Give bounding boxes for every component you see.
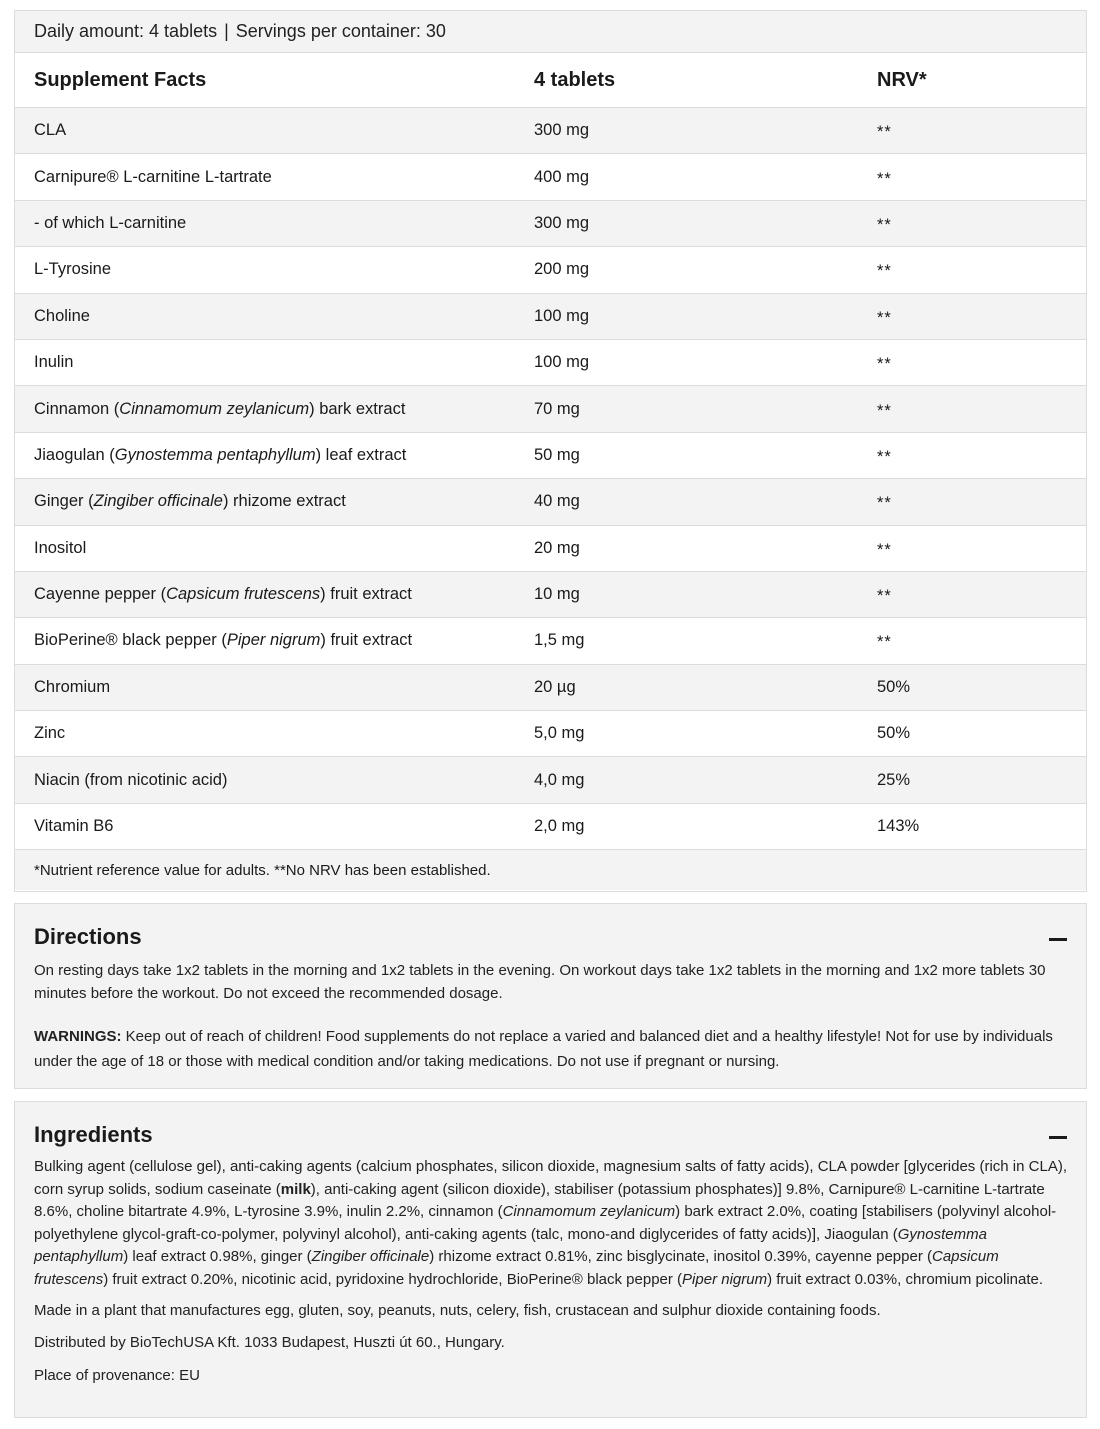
nrv-text: ** <box>877 123 892 142</box>
directions-body <box>15 950 1086 1074</box>
ingredient-name-text: CLA <box>34 121 67 140</box>
ingredient-name <box>15 260 515 279</box>
nrv-text: 50% <box>877 677 911 696</box>
table-row <box>15 665 1086 711</box>
amount: 5,0 mg <box>534 724 585 743</box>
ingredient-name-suffix: ) fruit extract <box>320 585 412 604</box>
ingredient-name <box>15 446 515 465</box>
amount: 1,5 mg <box>534 631 585 650</box>
ingredient-name <box>15 817 515 836</box>
nrv-text: ** <box>877 633 892 652</box>
amount: 4,0 mg <box>534 770 585 789</box>
ingredients-panel <box>14 1101 1087 1418</box>
amount: 50 mg <box>534 445 580 464</box>
header-serving: 4 tablets <box>534 68 616 91</box>
table-row <box>15 757 1086 803</box>
nrv-value <box>858 446 1086 465</box>
amount: 40 mg <box>534 492 580 511</box>
amount: 200 mg <box>534 260 590 279</box>
ingredients-text: ) bark extract 2.0%, coating [stabilisers (polyvinyl alcohol-polyethylene glycol-graft-co-polymer, polyvinyl alcohol), anti-caking agents (talc, mono-and diglycerides of fatty acids)], Jiaogulan ( <box>34 1203 1057 1243</box>
collapse-minus-icon[interactable] <box>1049 1136 1067 1139</box>
nrv-value <box>858 121 1086 140</box>
ingredients-header[interactable] <box>15 1102 1086 1148</box>
ingredient-name-text: Cayenne pepper ( <box>34 585 167 604</box>
nrv-text: ** <box>877 355 892 374</box>
ingredient-name-text: Inulin <box>34 353 74 372</box>
ingredient-name <box>15 214 515 233</box>
place-of-provenance: Place of provenance: EU <box>34 1366 200 1384</box>
servings-per-container: Servings per container: 30 <box>235 21 446 41</box>
nrv-value <box>858 214 1086 233</box>
ingredient-name-text: Ginger ( <box>34 492 94 511</box>
latin-name: Gynostemma pentaphyllum <box>114 445 316 464</box>
table-row <box>15 572 1086 618</box>
ingredient-name-suffix: ) rhizome extract <box>222 492 346 511</box>
latin-name: Piper nigrum <box>226 631 321 650</box>
amount: 100 mg <box>534 353 590 372</box>
allergen-statement: Made in a plant that manufactures egg, gluten, soy, peanuts, nuts, celery, fish, crustacean and sulphur dioxide containing foods. <box>34 1301 881 1319</box>
amount: 300 mg <box>534 213 590 232</box>
amount: 20 mg <box>534 538 580 557</box>
nrv-value <box>858 678 1086 697</box>
ingredient-name-text: Zinc <box>34 724 66 743</box>
directions-panel <box>14 903 1087 1089</box>
ingredient-name <box>15 400 515 419</box>
nrv-text: ** <box>877 494 892 513</box>
ingredient-name-text: Cinnamon ( <box>34 399 120 418</box>
directions-header[interactable] <box>15 904 1086 950</box>
ingredient-name <box>15 678 515 697</box>
daily-amount-bar <box>15 11 1086 53</box>
nrv-value <box>858 771 1086 790</box>
nrv-value <box>858 492 1086 511</box>
nrv-text: 25% <box>877 770 911 789</box>
separator: | <box>224 21 229 41</box>
ingredient-name-text: Vitamin B6 <box>34 817 114 836</box>
amount: 2,0 mg <box>534 817 585 836</box>
nrv-value <box>858 817 1086 836</box>
warnings-body: Keep out of reach of children! Food supplements do not replace a varied and balanced diet and a healthy lifestyle! Not for use by individuals under the age of 18 or those with medical condition and/or taking medications. Do not use if pregnant or nursing. <box>34 1028 1053 1071</box>
nrv-text: ** <box>877 587 892 606</box>
latin-name: Capsicum frutescens <box>34 1248 999 1288</box>
latin-name: Cinnamomum zeylanicum <box>502 1203 676 1221</box>
ingredient-name <box>15 353 515 372</box>
ingredients-text: ) leaf extract 0.98%, ginger ( <box>123 1248 312 1266</box>
table-row <box>15 247 1086 293</box>
ingredient-name <box>15 539 515 558</box>
ingredient-name-text: BioPerine® black pepper ( <box>34 631 227 650</box>
nrv-value <box>858 168 1086 187</box>
directions-text: On resting days take 1x2 tablets in the morning and 1x2 tablets in the evening. On workout days take 1x2 tablets in the morning and 1x2 more tablets 30 minutes before the workout. Do not exceed the recommended dosage. <box>34 962 1046 1002</box>
nrv-footnote: *Nutrient reference value for adults. **No NRV has been established. <box>15 850 1086 890</box>
nrv-value <box>858 307 1086 326</box>
ingredient-name <box>15 492 515 511</box>
nrv-text: ** <box>877 215 892 234</box>
table-body <box>15 108 1086 850</box>
ingredient-name-text: Chromium <box>34 677 111 696</box>
supplement-facts-table <box>14 10 1087 892</box>
nrv-value <box>858 260 1086 279</box>
nrv-text: ** <box>877 308 892 327</box>
table-row <box>15 108 1086 154</box>
nrv-text: 143% <box>877 817 920 836</box>
ingredient-name-text: Choline <box>34 306 90 325</box>
ingredients-text: ) fruit extract 0.20%, nicotinic acid, pyridoxine hydrochloride, BioPerine® black pepper ( <box>103 1270 683 1288</box>
latin-name: Capsicum frutescens <box>166 585 321 604</box>
table-row <box>15 294 1086 340</box>
table-row <box>15 201 1086 247</box>
latin-name: Zingiber officinale <box>93 492 223 511</box>
table-row <box>15 804 1086 850</box>
latin-name: Gynostemma pentaphyllum <box>34 1225 987 1266</box>
amount: 100 mg <box>534 306 590 325</box>
ingredient-name-text: Niacin (from nicotinic acid) <box>34 770 228 789</box>
nrv-text: 50% <box>877 724 911 743</box>
warnings-label: WARNINGS: <box>34 1028 122 1046</box>
nrv-text: ** <box>877 262 892 281</box>
ingredient-name <box>15 168 515 187</box>
amount: 400 mg <box>534 167 590 186</box>
table-row <box>15 526 1086 572</box>
distributor: Distributed by BioTechUSA Kft. 1033 Budapest, Huszti út 60., Hungary. <box>34 1334 505 1352</box>
ingredients-body <box>15 1148 1086 1387</box>
ingredients-title: Ingredients <box>34 1122 153 1147</box>
nrv-value <box>858 724 1086 743</box>
amount: 10 mg <box>534 585 580 604</box>
latin-name: Cinnamomum zeylanicum <box>119 399 310 418</box>
amount: 20 µg <box>534 677 576 696</box>
ingredient-name-suffix: ) leaf extract <box>315 445 407 464</box>
ingredient-name-suffix: ) bark extract <box>309 399 406 418</box>
nrv-value <box>858 353 1086 372</box>
ingredient-name <box>15 121 515 140</box>
daily-amount: Daily amount: 4 tablets <box>34 21 218 41</box>
ingredients-text: Bulking agent (cellulose gel), anti-caking agents (calcium phosphates, silicon dioxide, magnesium salts of fatty acids), CLA powder [glycerides (rich in CLA), corn syrup solids, sodium caseinate ( <box>34 1158 1067 1198</box>
ingredients-text: ) rhizome extract 0.81%, zinc bisglycinate, inositol 0.39%, cayenne pepper ( <box>429 1248 932 1266</box>
ingredient-name-text: Jiaogulan ( <box>34 445 115 464</box>
table-header <box>15 53 1086 108</box>
amount: 70 mg <box>534 399 580 418</box>
ingredient-name <box>15 631 515 650</box>
ingredient-name-suffix: ) fruit extract <box>320 631 413 650</box>
ingredients-list <box>34 1156 1067 1292</box>
directions-title: Directions <box>34 924 142 949</box>
table-row <box>15 154 1086 200</box>
table-row <box>15 433 1086 479</box>
ingredient-name <box>15 724 515 743</box>
table-row <box>15 340 1086 386</box>
ingredient-name-text: L-Tyrosine <box>34 260 112 279</box>
allergen-milk: milk <box>280 1180 311 1198</box>
nrv-value <box>858 400 1086 419</box>
table-row <box>15 711 1086 757</box>
ingredient-name <box>15 771 515 790</box>
nrv-value <box>858 631 1086 650</box>
header-supplement-facts: Supplement Facts <box>34 68 207 91</box>
latin-name: Zingiber officinale <box>311 1248 430 1266</box>
ingredient-name-text: - of which L-carnitine <box>34 213 187 232</box>
ingredients-text: ), anti-caking agent (silicon dioxide), stabiliser (potassium phosphates)] 9.8%, Carnipure® L-carnitine L-tartrate 8.6%, choline bitartrate 4.9%, L-tyrosine 3.9%, inulin 2.2%, cinnamon ( <box>34 1180 1045 1221</box>
nrv-text: ** <box>877 169 892 188</box>
nrv-text: ** <box>877 447 892 466</box>
nrv-value <box>858 585 1086 604</box>
amount: 300 mg <box>534 121 590 140</box>
ingredient-name <box>15 307 515 326</box>
collapse-minus-icon[interactable] <box>1049 938 1067 941</box>
header-nrv: NRV* <box>877 68 927 91</box>
latin-name: Piper nigrum <box>682 1270 768 1288</box>
ingredient-name-text: Carnipure® L-carnitine L-tartrate <box>34 167 272 186</box>
nrv-value <box>858 539 1086 558</box>
nrv-text: ** <box>877 401 892 420</box>
warnings-text <box>34 1024 1067 1074</box>
ingredients-text: ) fruit extract 0.03%, chromium picolinate. <box>767 1270 1044 1288</box>
table-row <box>15 618 1086 664</box>
ingredient-name <box>15 585 515 604</box>
table-row <box>15 479 1086 525</box>
ingredient-name-text: Inositol <box>34 538 87 557</box>
nrv-text: ** <box>877 540 892 559</box>
table-row <box>15 386 1086 432</box>
